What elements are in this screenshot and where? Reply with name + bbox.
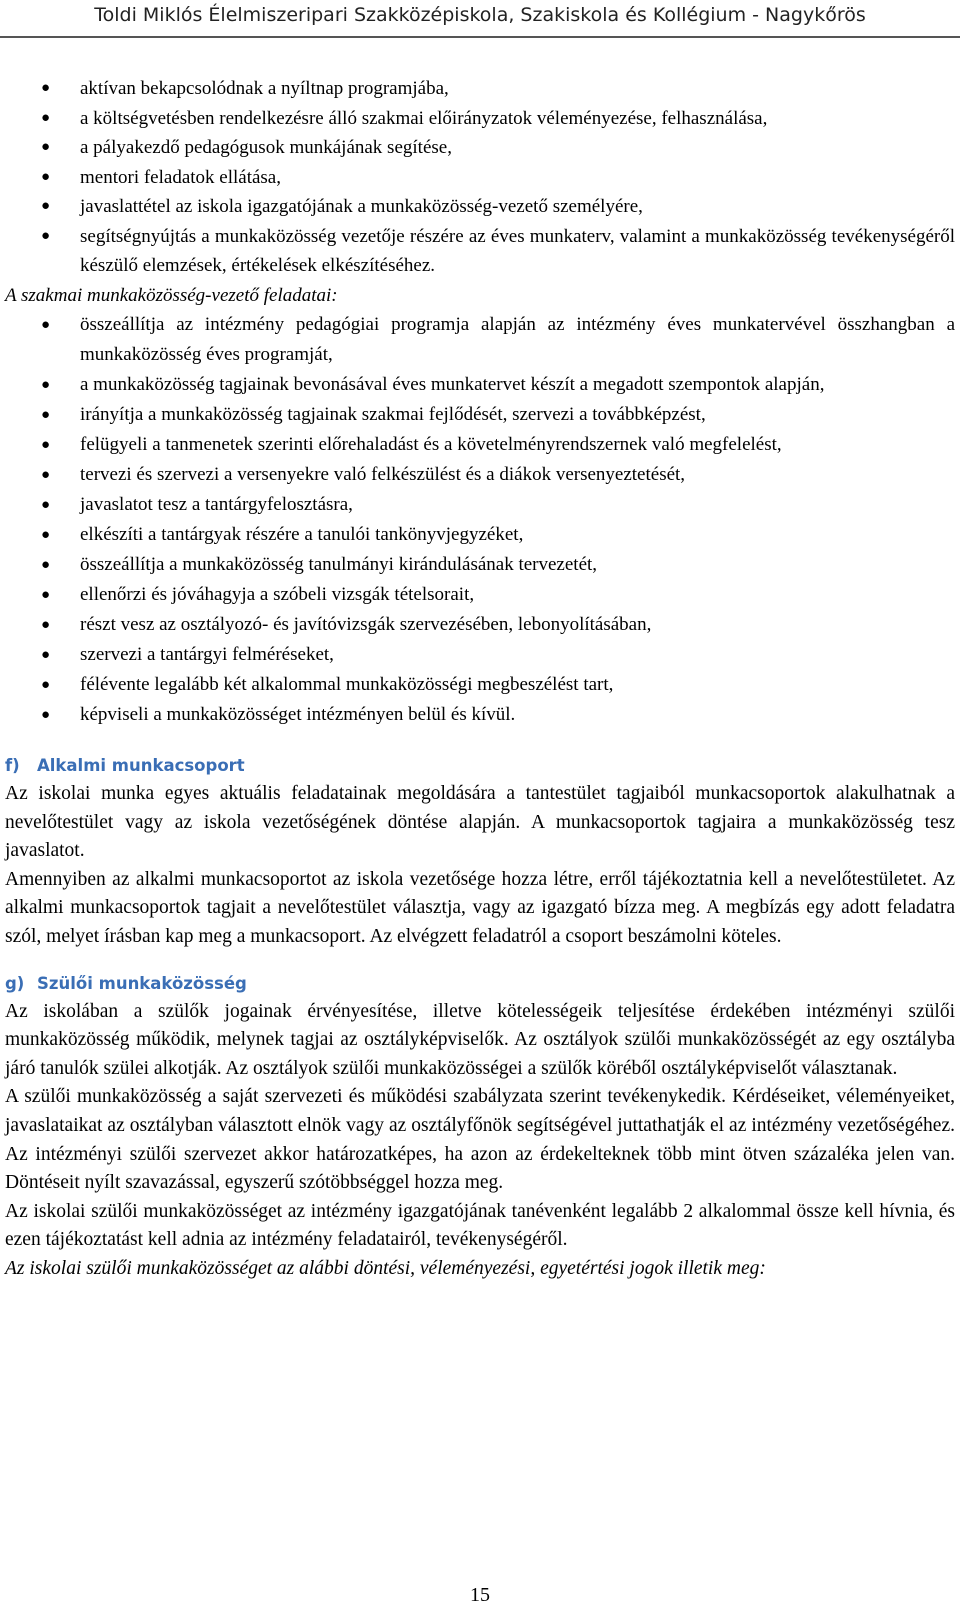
page-content <box>5 74 955 1284</box>
list-item: ● elkészíti a tantárgyak részére a tanulói tankönyvjegyzéket, <box>5 520 955 550</box>
list-item: ● mentori feladatok ellátása, <box>5 163 955 193</box>
bullet-icon: ● <box>41 557 51 573</box>
bullet-list-1 <box>5 74 955 281</box>
bullet-icon: ● <box>41 168 51 185</box>
bullet-icon: ● <box>41 377 51 393</box>
bullet-icon: ● <box>41 707 51 723</box>
list-lead-heading: A szakmai munkaközösség-vezető feladatai: <box>5 284 338 306</box>
bullet-icon: ● <box>41 407 51 423</box>
list-item: ● szervezi a tantárgyi felméréseket, <box>5 640 955 670</box>
list-item: ● felügyeli a tanmenetek szerinti előrehaladást és a követelményrendszernek való megfelelést, <box>5 430 955 460</box>
list-item: ● aktívan bekapcsolódnak a nyíltnap programjába, <box>5 74 955 104</box>
bullet-icon: ● <box>41 109 51 126</box>
paragraph: Az iskolában a szülők jogainak érvényesítése, illetve kötelességeik teljesítése érdekében intézményi szülői munkaközösség működik, melynek tagjai az osztályképviselők. Az osztályok szülői munkaközösségét az egy osztályba járó tanulók szülei alkotják. Az osztályok szülői munkaközösségei a szülők köréből osztályképviselőt választanak. <box>5 1000 955 1079</box>
bullet-list-2 <box>5 310 955 730</box>
list-item: ● irányítja a munkaközösség tagjainak szakmai fejlődését, szervezi a továbbképzést, <box>5 400 955 430</box>
rights-lead: Az iskolai szülői munkaközösséget az alábbi döntési, véleményezési, egyetértési jogok illetik meg: <box>5 1257 766 1279</box>
list-item: ● részt vesz az osztályozó- és javítóvizsgák szervezésében, lebonyolításában, <box>5 610 955 640</box>
bullet-icon: ● <box>41 647 51 663</box>
list-item: ● összeállítja az intézmény pedagógiai programja alapján az intézmény éves munkatervével összhangban a munkaközösség éves programját, <box>5 310 955 370</box>
bullet-icon: ● <box>41 677 51 693</box>
page-header: Toldi Miklós Élelmiszeripari Szakközépiskola, Szakiskola és Kollégium - Nagykőrös <box>94 4 866 26</box>
list-item: ● tervezi és szervezi a versenyekre való felkészülést és a diákok versenyeztetését, <box>5 460 955 490</box>
page-number: 15 <box>470 1584 490 1606</box>
bullet-icon: ● <box>41 227 51 244</box>
list-item: ● összeállítja a munkaközösség tanulmányi kirándulásának tervezetét, <box>5 550 955 580</box>
list-item: ● a költségvetésben rendelkezésre álló szakmai előirányzatok véleményezése, felhasználása, <box>5 104 955 134</box>
bullet-icon: ● <box>41 587 51 603</box>
header-divider <box>0 36 960 38</box>
list-item: ● segítségnyújtás a munkaközösség vezetője részére az éves munkaterv, valamint a munkaközösség tevékenységéről készülő elemzések, értékelések elkészítéséhez. <box>5 222 955 281</box>
list-item: ● javaslattétel az iskola igazgatójának a munkaközösség-vezető személyére, <box>5 192 955 222</box>
bullet-icon: ● <box>41 198 51 214</box>
bullet-icon: ● <box>41 497 51 513</box>
paragraph: Az iskolai munka egyes aktuális feladatainak megoldására a tantestület tagjaiból munkacsoportok alakulhatnak a nevelőtestület vagy az iskola vezetőségének döntése alapján. A munkacsoportok tagjaira a munkaközösség tesz javaslatot. <box>5 783 955 862</box>
bullet-icon: ● <box>41 437 51 453</box>
list-item: ● ellenőrzi és jóváhagyja a szóbeli vizsgák tételsorait, <box>5 580 955 610</box>
bullet-icon: ● <box>41 139 51 155</box>
bullet-icon: ● <box>41 617 51 633</box>
list-item: ● javaslatot tesz a tantárgyfelosztásra, <box>5 490 955 520</box>
list-item: ● képviseli a munkaközösséget intézményen belül és kívül. <box>5 700 955 730</box>
list-item: ● félévente legalább két alkalommal munkaközösségi megbeszélést tart, <box>5 670 955 700</box>
paragraph: A szülői munkaközösség a saját szervezeti és működési szabályzata szerint tevékenykedik. Kérdéseiket, véleményeiket, javaslataikat az osztályban választott elnök vagy az osztályfőnök segítségével juttathatják el az intézmény vezetőségéhez. Az intézményi szülői szervezet akkor határozatképes, ha azon az érdekelteknek több mint ötven százaléka jelen van. Döntéseit nyílt szavazással, egyszerű szótöbbséggel hozza meg. <box>5 1086 955 1194</box>
paragraph: Amennyiben az alkalmi munkacsoportot az iskola vezetősége hozza létre, erről tájékoztatnia kell a nevelőtestületet. Az alkalmi munkacsoportok tagjait a nevelőtestület választja, vagy az igazgató bízza meg. A megbízás egy adott feladatra szól, melyet írásban kap meg a munkacsoport. Az elvégzett feladatról a csoport beszámolni köteles. <box>5 868 955 947</box>
bullet-icon: ● <box>41 527 51 543</box>
section-heading-f: f) Alkalmi munkacsoport <box>5 756 245 775</box>
list-item: ● a pályakezdő pedagógusok munkájának segítése, <box>5 133 955 163</box>
bullet-icon: ● <box>41 80 51 96</box>
section-heading-g: g) Szülői munkaközösség <box>5 973 247 993</box>
paragraph: Az iskolai szülői munkaközösséget az intézmény igazgatójának tanévenként legalább 2 alkalommal össze kell hívnia, és ezen tájékoztatást kell adnia az intézmény feladatairól, tevékenységéről. <box>5 1200 955 1251</box>
bullet-icon: ● <box>41 317 51 333</box>
bullet-icon: ● <box>41 467 51 483</box>
list-item: ● a munkaközösség tagjainak bevonásával éves munkatervet készít a megadott szempontok alapján, <box>5 370 955 400</box>
